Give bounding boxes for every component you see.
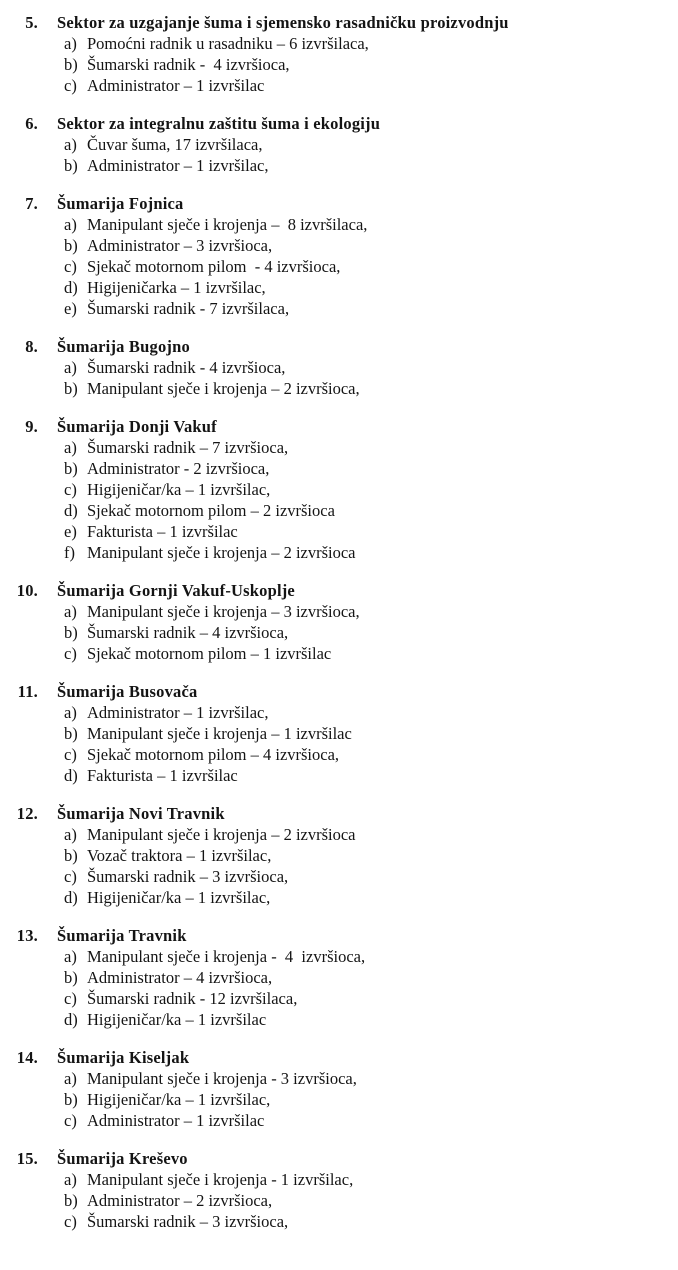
item-letter: a) bbox=[64, 358, 77, 377]
item-text: Manipulant sječe i krojenja - 4 izvršioca, bbox=[87, 947, 366, 966]
section-heading bbox=[0, 336, 678, 357]
item-letter: e) bbox=[64, 299, 77, 318]
list-item bbox=[0, 1211, 678, 1232]
list-item bbox=[0, 765, 678, 786]
item-letter: a) bbox=[64, 438, 77, 457]
list-item bbox=[0, 357, 678, 378]
list-item bbox=[0, 500, 678, 521]
item-text: Šumarski radnik – 7 izvršioca, bbox=[87, 438, 289, 457]
section-number: 5. bbox=[25, 13, 38, 32]
section-title: Šumarija Gornji Vakuf-Uskoplje bbox=[57, 581, 295, 600]
section bbox=[0, 12, 678, 96]
item-letter: c) bbox=[64, 480, 77, 499]
section-heading bbox=[0, 803, 678, 824]
item-letter: a) bbox=[64, 1069, 77, 1088]
section-heading bbox=[0, 580, 678, 601]
section-number: 6. bbox=[25, 114, 38, 133]
item-letter: b) bbox=[64, 1191, 78, 1210]
item-text: Pomoćni radnik u rasadniku – 6 izvršilaca, bbox=[87, 34, 369, 53]
list-item bbox=[0, 277, 678, 298]
list-item bbox=[0, 744, 678, 765]
section bbox=[0, 803, 678, 908]
item-text: Šumarski radnik – 4 izvršioca, bbox=[87, 623, 289, 642]
section-number: 8. bbox=[25, 337, 38, 356]
section-title: Šumarija Kiseljak bbox=[57, 1048, 190, 1067]
item-text: Fakturista – 1 izvršilac bbox=[87, 766, 238, 785]
section-number: 9. bbox=[25, 417, 38, 436]
list-item bbox=[0, 1110, 678, 1131]
item-letter: b) bbox=[64, 846, 78, 865]
list-item bbox=[0, 378, 678, 399]
section-title: Šumarija Novi Travnik bbox=[57, 804, 225, 823]
item-letter: a) bbox=[64, 947, 77, 966]
item-text: Sjekač motornom pilom - 4 izvršioca, bbox=[87, 257, 341, 276]
item-letter: c) bbox=[64, 989, 77, 1008]
list-item bbox=[0, 54, 678, 75]
item-letter: b) bbox=[64, 55, 78, 74]
item-text: Manipulant sječe i krojenja – 8 izvršilaca, bbox=[87, 215, 368, 234]
list-item bbox=[0, 622, 678, 643]
item-text: Administrator – 2 izvršioca, bbox=[87, 1191, 273, 1210]
list-item bbox=[0, 458, 678, 479]
item-letter: a) bbox=[64, 602, 77, 621]
section bbox=[0, 580, 678, 664]
item-letter: d) bbox=[64, 1010, 78, 1029]
item-letter: c) bbox=[64, 257, 77, 276]
section-heading bbox=[0, 12, 678, 33]
section-heading bbox=[0, 1047, 678, 1068]
section bbox=[0, 416, 678, 563]
list-item bbox=[0, 1190, 678, 1211]
section bbox=[0, 925, 678, 1030]
list-item bbox=[0, 75, 678, 96]
list-item bbox=[0, 235, 678, 256]
list-item bbox=[0, 702, 678, 723]
list-item bbox=[0, 866, 678, 887]
item-text: Manipulant sječe i krojenja – 3 izvršioca, bbox=[87, 602, 360, 621]
item-text: Šumarski radnik - 7 izvršilaca, bbox=[87, 299, 290, 318]
item-letter: c) bbox=[64, 745, 77, 764]
section-title: Šumarija Fojnica bbox=[57, 194, 184, 213]
item-text: Sjekač motornom pilom – 1 izvršilac bbox=[87, 644, 332, 663]
item-text: Manipulant sječe i krojenja - 3 izvršioca, bbox=[87, 1069, 357, 1088]
item-text: Administrator – 1 izvršilac, bbox=[87, 156, 269, 175]
list-item bbox=[0, 643, 678, 664]
item-letter: a) bbox=[64, 1170, 77, 1189]
list-item bbox=[0, 845, 678, 866]
section-heading bbox=[0, 193, 678, 214]
item-letter: c) bbox=[64, 76, 77, 95]
item-letter: b) bbox=[64, 623, 78, 642]
item-letter: c) bbox=[64, 867, 77, 886]
item-text: Higijeničar/ka – 1 izvršilac, bbox=[87, 1090, 271, 1109]
list-item bbox=[0, 214, 678, 235]
list-item bbox=[0, 155, 678, 176]
list-item bbox=[0, 946, 678, 967]
item-letter: a) bbox=[64, 215, 77, 234]
item-letter: c) bbox=[64, 644, 77, 663]
list-item bbox=[0, 988, 678, 1009]
section-heading bbox=[0, 416, 678, 437]
list-item bbox=[0, 479, 678, 500]
item-letter: a) bbox=[64, 825, 77, 844]
list-item bbox=[0, 298, 678, 319]
item-letter: b) bbox=[64, 1090, 78, 1109]
item-letter: d) bbox=[64, 278, 78, 297]
item-text: Sjekač motornom pilom – 2 izvršioca bbox=[87, 501, 335, 520]
item-text: Higijeničarka – 1 izvršilac, bbox=[87, 278, 266, 297]
section-title: Šumarija Travnik bbox=[57, 926, 187, 945]
item-text: Sjekač motornom pilom – 4 izvršioca, bbox=[87, 745, 340, 764]
list-item bbox=[0, 256, 678, 277]
section-list bbox=[0, 12, 678, 1232]
section-title: Sektor za integralnu zaštitu šuma i ekologiju bbox=[57, 114, 381, 133]
item-text: Administrator – 3 izvršioca, bbox=[87, 236, 273, 255]
item-text: Higijeničar/ka – 1 izvršilac, bbox=[87, 480, 271, 499]
list-item bbox=[0, 601, 678, 622]
section-heading bbox=[0, 1148, 678, 1169]
list-item bbox=[0, 967, 678, 988]
item-text: Šumarski radnik – 3 izvršioca, bbox=[87, 1212, 289, 1231]
section-title: Šumarija Bugojno bbox=[57, 337, 190, 356]
section-number: 13. bbox=[16, 926, 38, 945]
item-text: Fakturista – 1 izvršilac bbox=[87, 522, 238, 541]
list-item bbox=[0, 33, 678, 54]
item-letter: d) bbox=[64, 888, 78, 907]
section-number: 7. bbox=[25, 194, 38, 213]
section-number: 11. bbox=[17, 682, 38, 701]
item-letter: b) bbox=[64, 724, 78, 743]
item-text: Administrator – 1 izvršilac bbox=[87, 1111, 265, 1130]
section bbox=[0, 681, 678, 786]
section-number: 14. bbox=[16, 1048, 38, 1067]
section bbox=[0, 113, 678, 176]
item-letter: f) bbox=[64, 543, 75, 562]
item-text: Manipulant sječe i krojenja – 1 izvršilac bbox=[87, 724, 352, 743]
item-letter: c) bbox=[64, 1212, 77, 1231]
item-letter: c) bbox=[64, 1111, 77, 1130]
section-title: Sektor za uzgajanje šuma i sjemensko rasadničku proizvodnju bbox=[57, 13, 509, 32]
section-heading bbox=[0, 681, 678, 702]
item-letter: b) bbox=[64, 156, 78, 175]
section-number: 15. bbox=[16, 1149, 38, 1168]
item-letter: b) bbox=[64, 379, 78, 398]
item-text: Manipulant sječe i krojenja – 2 izvršioca bbox=[87, 543, 356, 562]
list-item bbox=[0, 1009, 678, 1030]
item-text: Šumarski radnik – 3 izvršioca, bbox=[87, 867, 289, 886]
item-text: Higijeničar/ka – 1 izvršilac, bbox=[87, 888, 271, 907]
item-text: Administrator – 1 izvršilac, bbox=[87, 703, 269, 722]
item-text: Vozač traktora – 1 izvršilac, bbox=[87, 846, 272, 865]
item-letter: e) bbox=[64, 522, 77, 541]
section-title: Šumarija Busovača bbox=[57, 682, 198, 701]
section bbox=[0, 1148, 678, 1232]
item-letter: d) bbox=[64, 766, 78, 785]
item-text: Šumarski radnik - 12 izvršilaca, bbox=[87, 989, 298, 1008]
item-text: Šumarski radnik - 4 izvršioca, bbox=[87, 55, 290, 74]
item-letter: a) bbox=[64, 703, 77, 722]
item-text: Šumarski radnik - 4 izvršioca, bbox=[87, 358, 286, 377]
section-number: 10. bbox=[16, 581, 38, 600]
item-text: Manipulant sječe i krojenja – 2 izvršioca, bbox=[87, 379, 360, 398]
item-text: Manipulant sječe i krojenja – 2 izvršioca bbox=[87, 825, 356, 844]
section-heading bbox=[0, 925, 678, 946]
item-text: Čuvar šuma, 17 izvršilaca, bbox=[87, 135, 263, 154]
section bbox=[0, 193, 678, 319]
item-text: Administrator – 1 izvršilac bbox=[87, 76, 265, 95]
list-item bbox=[0, 521, 678, 542]
section-number: 12. bbox=[16, 804, 38, 823]
section-title: Šumarija Donji Vakuf bbox=[57, 417, 217, 436]
list-item bbox=[0, 437, 678, 458]
item-letter: a) bbox=[64, 34, 77, 53]
list-item bbox=[0, 1169, 678, 1190]
list-item bbox=[0, 824, 678, 845]
item-letter: a) bbox=[64, 135, 77, 154]
list-item bbox=[0, 1089, 678, 1110]
section bbox=[0, 1047, 678, 1131]
list-item bbox=[0, 1068, 678, 1089]
list-item bbox=[0, 542, 678, 563]
list-item bbox=[0, 134, 678, 155]
item-letter: b) bbox=[64, 236, 78, 255]
list-item bbox=[0, 723, 678, 744]
item-text: Administrator – 4 izvršioca, bbox=[87, 968, 273, 987]
section bbox=[0, 336, 678, 399]
item-letter: b) bbox=[64, 459, 78, 478]
item-letter: b) bbox=[64, 968, 78, 987]
item-text: Administrator - 2 izvršioca, bbox=[87, 459, 270, 478]
list-item bbox=[0, 887, 678, 908]
section-title: Šumarija Kreševo bbox=[57, 1149, 188, 1168]
section-heading bbox=[0, 113, 678, 134]
item-text: Manipulant sječe i krojenja - 1 izvršilac, bbox=[87, 1170, 354, 1189]
item-letter: d) bbox=[64, 501, 78, 520]
item-text: Higijeničar/ka – 1 izvršilac bbox=[87, 1010, 267, 1029]
